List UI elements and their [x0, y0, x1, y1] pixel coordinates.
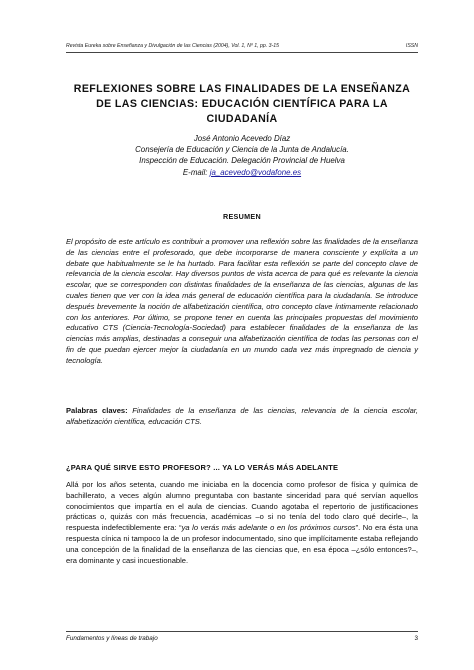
author-block: [66, 133, 418, 178]
page-number: 3: [414, 635, 418, 642]
abstract-text: El propósito de este artículo es contribuir a promover una reflexión sobre las finalidades de la enseñanza de las ciencias entre el profesorado, que debe incorporarse de manera consciente y explícita a un debate que habitualmente se le ha hurtado. Para facilitar esta reflexión se parte del concepto clave de relevancia de la ciencia escolar. Hay diversos puntos de vista acerca de para qué es relevante la ciencia escolar, que se corresponden con distintas finalidades de la enseñanza de las ciencias, algunas de las cuales tienen que ver con la idea más general de educación científica para la ciudadanía. Se introduce después brevemente la noción de alfabetización científica, otro concepto clave íntimamente relacionado con los anteriores. Por último, se propone tener en cuenta las principales propuestas del movimiento educativo CTS (Ciencia-Tecnología-Sociedad) para establecer finalidades de la enseñanza de las ciencias más amplias, destinadas a conseguir una alfabetización científica de todas las personas con el fin de que puedan ejercer mejor la ciudadanía en un mundo cada vez más impregnado de ciencia y tecnología.: [66, 237, 418, 365]
email-link[interactable]: ja_acevedo@vodafone.es: [209, 167, 302, 177]
keywords: [66, 406, 418, 428]
footer-section-name: Fundamentos y líneas de trabajo: [66, 635, 158, 642]
author-affiliation-2: Inspección de Educación. Delegación Provincial de Huelva: [139, 156, 345, 166]
footer-divider: [66, 631, 418, 632]
header-divider: [66, 52, 418, 53]
paragraph-quote: ya lo verás más adelante o en los próximos cursos: [181, 523, 356, 533]
page-footer: [66, 635, 418, 642]
author-email-line: [66, 167, 418, 178]
paragraph-text-end: ”. No era ésta una respuesta cínica ni tampoco la de un profesor indocumentado, sino que implícitamente estaba reflejando una concepción de la finalidad de la enseñanza de las ciencias que, en esa época –¿sólo entonces?–, era dominante y casi incuestionable.: [66, 523, 418, 565]
keywords-text: Finalidades de la enseñanza de las ciencias, relevancia de la ciencia escolar, alfabetización científica, educación CTS.: [66, 406, 418, 426]
email-label: E-mail:: [182, 167, 208, 177]
author-affiliation-1: Consejería de Educación y Ciencia de la Junta de Andalucía.: [135, 145, 349, 155]
body-paragraph: [66, 480, 418, 566]
title-line-1: REFLEXIONES SOBRE LAS FINALIDADES DE LA ENSEÑANZA: [73, 83, 411, 95]
title-line-3: CIUDADANÍA: [206, 113, 278, 125]
journal-header: [66, 43, 418, 49]
paragraph-text-start: Allá por los años setenta, cuando me iniciaba en la docencia como profesor de física y química de bachillerato, a veces algún alumno preguntaba con bastante sinceridad para qué servían aquellos conocimientos que impartía en el aula de ciencias. Cuando agotaba el repertorio de justificaciones prácticas o, quizás con más frecuencia, académicas –o si no tenía del todo claro qué decirle–, la respuesta indefectiblemente era: “: [66, 480, 418, 533]
keywords-label: Palabras claves:: [66, 406, 128, 415]
article-title: [70, 82, 414, 127]
title-line-2: DE LAS CIENCIAS: EDUCACIÓN CIENTÍFICA PARA LA: [96, 98, 388, 110]
issn-label: ISSN: [405, 43, 418, 49]
journal-citation: Revista Eureka sobre Enseñanza y Divulgación de las Ciencias (2004), Vol. 1, Nº 1, pp. 3-15: [66, 43, 280, 49]
section-heading: ¿PARA QUÉ SIRVE ESTO PROFESOR? ... YA LO VERÁS MÁS ADELANTE: [66, 463, 339, 472]
author-name: José Antonio Acevedo Díaz: [193, 134, 291, 143]
abstract-heading: RESUMEN: [222, 212, 262, 221]
